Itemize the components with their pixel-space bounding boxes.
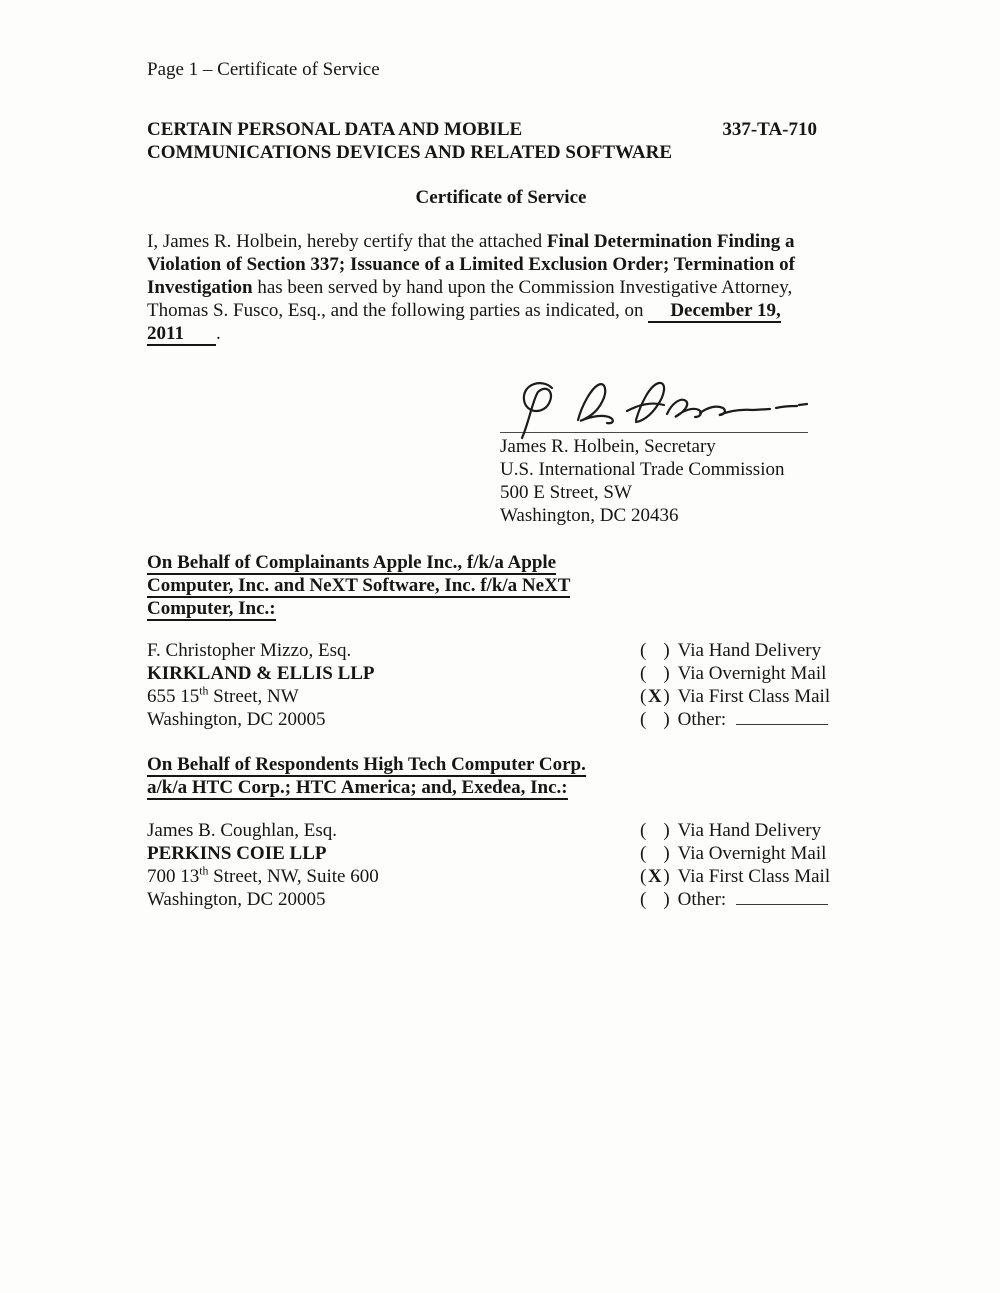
paren-open: ( (640, 640, 647, 661)
complainants-attorney-name: F. Christopher Mizzo, Esq. (147, 640, 352, 661)
complainants-heading-line3: Computer, Inc.: (147, 598, 276, 619)
paren-close: ) (663, 866, 670, 887)
complainants-heading-line2: Computer, Inc. and NeXT Software, Inc. f/k/a NeXT (147, 575, 571, 596)
service-option-label: Via Hand Delivery (677, 640, 822, 661)
paren-open: ( (640, 843, 647, 864)
service-option-hand-delivery (640, 639, 855, 662)
service-option-label: Other: (677, 889, 727, 910)
paren-open: ( (640, 709, 647, 730)
certification-run3: has been served by hand upon the Commission Investigative Attorney, Thomas S. Fusco, Esq., and the following parties as indicated, on (147, 277, 793, 321)
paren-open: ( (640, 866, 647, 887)
paren-open: ( (640, 820, 647, 841)
respondents-contact (147, 819, 640, 911)
service-option-label: Via Overnight Mail (677, 663, 827, 684)
paren-close: ) (663, 709, 670, 730)
paren-close: ) (663, 640, 670, 661)
service-option-label: Via First Class Mail (677, 686, 831, 707)
service-option-other (640, 888, 855, 911)
other-blank-line (736, 892, 828, 905)
certification-period: . (215, 323, 221, 344)
signer-address1: 500 E Street, SW (500, 482, 632, 503)
paren-open: ( (640, 686, 647, 707)
paren-open: ( (640, 663, 647, 684)
paren-open: ( (640, 889, 647, 910)
service-option-first-class-mail (640, 685, 855, 708)
checkbox-mark-checked: X (647, 686, 662, 707)
service-option-label: Via Hand Delivery (677, 820, 822, 841)
service-option-overnight-mail (640, 842, 855, 865)
respondents-firm: PERKINS COIE LLP (147, 843, 327, 864)
certification-attached-title: Final Determination Finding a Violation of Section 337; Issuance of a Limited Exclusion Order; Termination of Investigation (147, 231, 795, 298)
other-blank-line (736, 712, 828, 725)
complainants-service-options (640, 639, 855, 731)
paren-close: ) (663, 663, 670, 684)
service-date: December 19, 2011 (147, 300, 781, 344)
complainants-heading (147, 551, 855, 620)
docket-number: 337-TA-710 (722, 119, 817, 140)
service-option-label: Other: (677, 709, 727, 730)
case-title (147, 118, 672, 164)
checkbox-mark-checked: X (647, 866, 662, 887)
document-title: Certificate of Service (415, 187, 587, 208)
signature-block (500, 376, 810, 527)
respondents-attorney-name: James B. Coughlan, Esq. (147, 820, 337, 841)
service-option-label: Via First Class Mail (677, 866, 831, 887)
case-caption (147, 118, 855, 164)
respondents-address1: 700 13th Street, NW, Suite 600 (147, 864, 379, 887)
service-option-other (640, 708, 855, 731)
paren-close: ) (663, 889, 670, 910)
service-option-hand-delivery (640, 819, 855, 842)
signature-line (500, 376, 808, 433)
signer-name: James R. Holbein, Secretary (500, 436, 716, 457)
complainants-address2: Washington, DC 20005 (147, 709, 326, 730)
respondents-address2: Washington, DC 20005 (147, 889, 326, 910)
page-header: Page 1 – Certificate of Service (147, 59, 380, 80)
certification-run1: I, James R. Holbein, hereby certify that the attached (147, 231, 547, 252)
signer-address2: Washington, DC 20436 (500, 505, 679, 526)
respondents-service-row (147, 819, 855, 911)
paren-close: ) (663, 820, 670, 841)
signer-details (500, 435, 810, 527)
case-title-line2: COMMUNICATIONS DEVICES AND RELATED SOFTWARE (147, 142, 673, 163)
complainants-heading-line1: On Behalf of Complainants Apple Inc., f/k/a Apple (147, 552, 557, 573)
respondents-heading-line2: a/k/a HTC Corp.; HTC America; and, Exedea, Inc.: (147, 777, 568, 798)
complainants-firm: KIRKLAND & ELLIS LLP (147, 663, 375, 684)
signer-org: U.S. International Trade Commission (500, 459, 785, 480)
complainants-service-row (147, 639, 855, 731)
respondents-heading (147, 753, 855, 799)
service-option-label: Via Overnight Mail (677, 843, 827, 864)
certification-paragraph (147, 230, 855, 345)
service-option-overnight-mail (640, 662, 855, 685)
complainants-contact (147, 639, 640, 731)
paren-close: ) (663, 686, 670, 707)
signature-image (500, 376, 808, 440)
respondents-service-options (640, 819, 855, 911)
paren-close: ) (663, 843, 670, 864)
case-title-line1: CERTAIN PERSONAL DATA AND MOBILE (147, 119, 523, 140)
respondents-heading-line1: On Behalf of Respondents High Tech Computer Corp. (147, 754, 586, 775)
service-option-first-class-mail (640, 865, 855, 888)
complainants-address1: 655 15th Street, NW (147, 684, 299, 707)
